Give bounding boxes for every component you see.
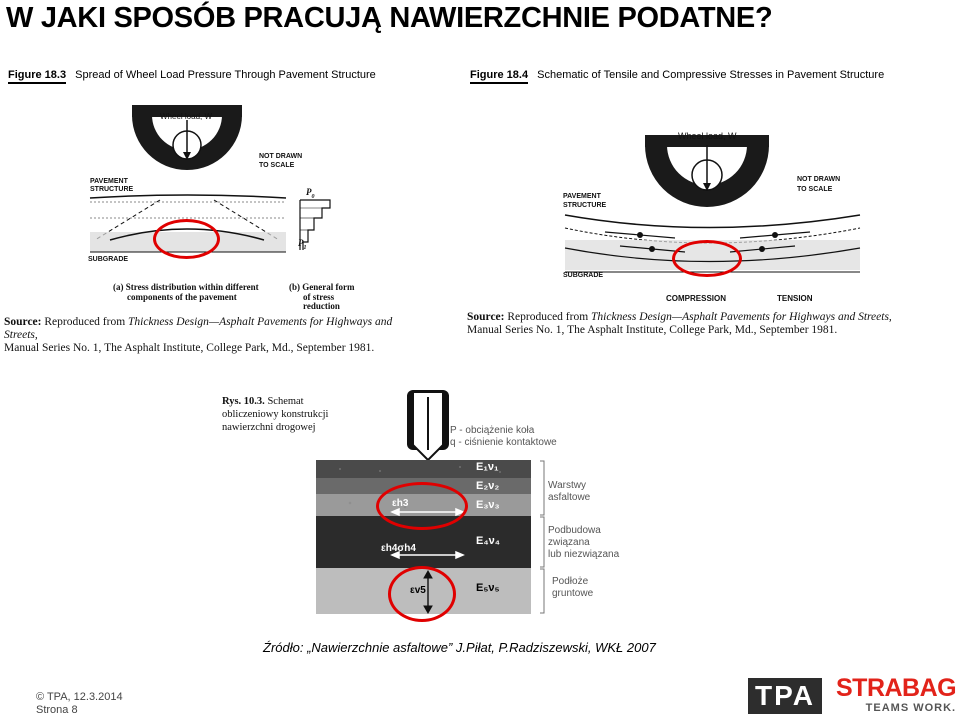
figure-18-4-caption bbox=[470, 69, 884, 81]
source-left: Source: Reproduced from Thickness Design—Asphalt Pavements for Highways and Streets, Manual Series No. 1, The Asphalt Institute, College Park, Md., September 1981. bbox=[4, 316, 393, 354]
subgrade-label-right: SUBGRADE bbox=[563, 272, 604, 279]
wheel-load-spread-diagram bbox=[0, 90, 440, 310]
not-drawn-label-right: NOT DRAWN bbox=[797, 176, 841, 183]
e5-label: E₅ν₅ bbox=[476, 582, 500, 594]
legend-q: q - ciśnienie kontaktowe bbox=[450, 437, 557, 448]
layer-label-asphalt: Warstwy asfaltowe bbox=[548, 480, 591, 503]
pavement-label: PAVEMENT bbox=[90, 178, 128, 185]
caption-a-line1: (a) Stress distribution within different bbox=[113, 282, 259, 292]
e3-label: E₃ν₃ bbox=[476, 499, 500, 511]
structure-label: STRUCTURE bbox=[90, 186, 134, 193]
copyright: © TPA, 12.3.2014 bbox=[36, 691, 123, 703]
footer bbox=[36, 691, 123, 717]
figure-18-3-caption bbox=[8, 69, 376, 81]
figure-caption: Schematic of Tensile and Compressive Stresses in Pavement Structure bbox=[537, 69, 885, 81]
e4-label: E₄ν₄ bbox=[476, 535, 500, 547]
eps-h3-label: εh3 bbox=[392, 498, 409, 509]
caption-b-line1: (b) General form bbox=[289, 282, 355, 292]
figure-number: Figure 18.4 bbox=[470, 69, 528, 84]
tpa-logo: TPA bbox=[748, 678, 822, 714]
figure-caption: Spread of Wheel Load Pressure Through Pavement Structure bbox=[75, 69, 376, 81]
compression-label: COMPRESSION bbox=[666, 294, 727, 303]
layer-label-subgrade: Podłoże gruntowe bbox=[552, 576, 594, 599]
highlight-circle-right bbox=[672, 240, 742, 277]
to-scale-label-right: TO SCALE bbox=[797, 186, 833, 193]
e1-label: E₁ν₁ bbox=[476, 461, 499, 473]
wheel-load-label: Wheel load, W bbox=[160, 112, 213, 121]
eps-h4-label: εh4σh4 bbox=[381, 543, 416, 554]
subgrade-label: SUBGRADE bbox=[88, 256, 129, 263]
to-scale-label: TO SCALE bbox=[259, 162, 295, 169]
strabag-logo: STRABAG TEAMS WORK. bbox=[836, 674, 957, 714]
highlight-circle-left bbox=[153, 219, 220, 259]
page-number: Strona 8 bbox=[36, 704, 78, 716]
caption-b-line2: of stress bbox=[303, 292, 335, 302]
source-right: Source: Reproduced from Thickness Design—Asphalt Pavements for Highways and Streets, Manual Series No. 1, The Asphalt Institute, College Park, Md., September 1981. bbox=[467, 311, 892, 336]
legend-p: P - obciążenie koła bbox=[450, 425, 535, 436]
e2-label: E₂ν₂ bbox=[476, 480, 500, 492]
wheel-load-label-right: Wheel load, W bbox=[678, 131, 737, 141]
p1-label: $P_1$ bbox=[298, 238, 307, 251]
pavement-label-right: PAVEMENT bbox=[563, 193, 601, 200]
tension-label: TENSION bbox=[777, 294, 813, 303]
source-citation: Źródło: „Nawierzchnie asfaltowe” J.Piłat, P.Radziszewski, WKŁ 2007 bbox=[263, 640, 656, 655]
p0-label: $P_0$ bbox=[306, 187, 315, 200]
rys-caption: Rys. 10.3. Schemat obliczeniowy konstrukcji nawierzchni drogowej bbox=[222, 396, 329, 433]
highlight-circle-asphalt bbox=[376, 482, 468, 530]
caption-a-line2: components of the pavement bbox=[127, 292, 237, 302]
figure-number: Figure 18.3 bbox=[8, 69, 66, 84]
highlight-circle-subgrade bbox=[388, 566, 456, 622]
page-title: W JAKI SPOSÓB PRACUJĄ NAWIERZCHNIE PODATNE? bbox=[6, 2, 773, 34]
caption-b-line3: reduction bbox=[303, 301, 340, 311]
structure-label-right: STRUCTURE bbox=[563, 202, 607, 209]
layer-label-base: Podbudowa związana lub niezwiązana bbox=[548, 525, 620, 560]
not-drawn-label: NOT DRAWN bbox=[259, 153, 303, 160]
eps-v5-label: εv5 bbox=[410, 585, 426, 596]
